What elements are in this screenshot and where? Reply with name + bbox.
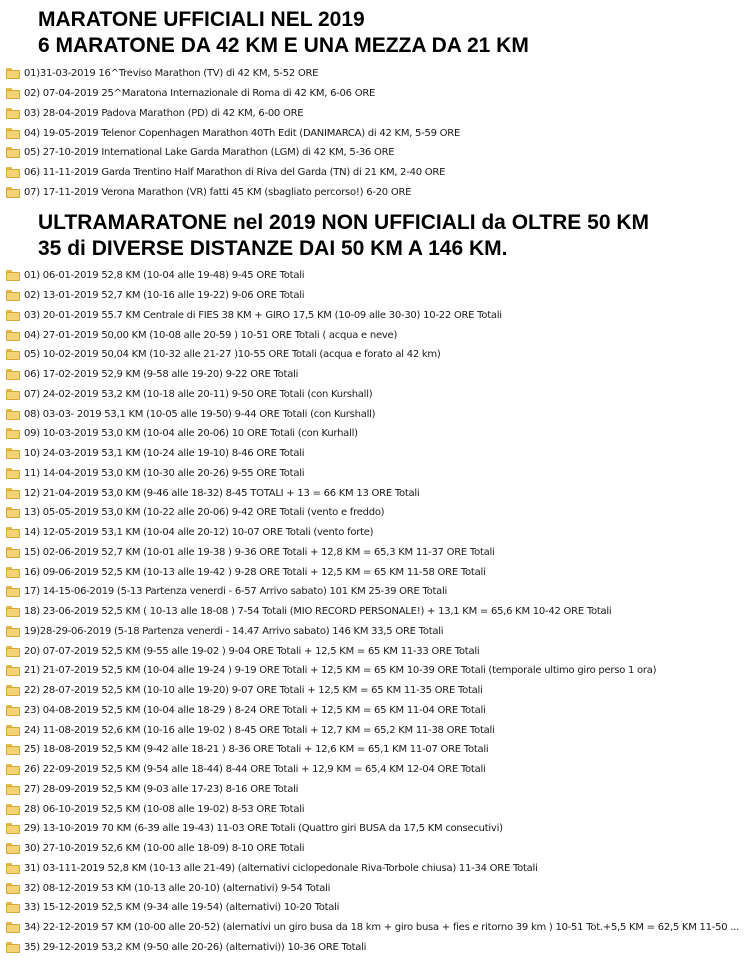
folder-label: 05) 10-02-2019 50,04 KM (10-32 alle 21-27 )10-55 ORE Totali (acqua e forato al 42 km) [24, 349, 441, 361]
folder-icon [6, 922, 20, 933]
marathons-file-list [6, 64, 460, 202]
folder-label: 04) 19-05-2019 Telenor Copenhagen Marathon 40Th Edit (DANIMARCA) di 42 KM, 5-59 ORE [24, 127, 461, 139]
folder-icon [6, 187, 20, 198]
folder-icon [6, 409, 20, 420]
folder-icon [6, 547, 20, 558]
folder-item[interactable] [6, 582, 739, 602]
folder-item[interactable] [6, 720, 739, 740]
folder-icon [6, 764, 20, 775]
folder-item[interactable] [6, 483, 739, 503]
folder-item[interactable] [6, 918, 739, 938]
folder-label: 20) 07-07-2019 52,5 KM (9-55 alle 19-02 ) 9-04 ORE Totali + 12,5 KM = 65 KM 11-33 ORE Totali [24, 645, 480, 657]
folder-icon [6, 128, 20, 139]
folder-icon [6, 527, 20, 538]
folder-label: 18) 23-06-2019 52,5 KM ( 10-13 alle 18-08 ) 7-54 Totali (MIO RECORD PERSONALE!) + 13,1 KM = 65,6 KM 10-42 ORE Totali [24, 606, 612, 618]
folder-icon [6, 507, 20, 518]
folder-label: 02) 13-01-2019 52,7 KM (10-16 alle 19-22) 9-06 ORE Totali [24, 290, 305, 302]
folder-icon [6, 804, 20, 815]
folder-label: 17) 14-15-06-2019 (5-13 Partenza venerdi - 6-57 Arrivo sabato) 101 KM 25-39 ORE Totali [24, 586, 448, 598]
folder-icon [6, 428, 20, 439]
folder-label: 29) 13-10-2019 70 KM (6-39 alle 19-43) 11-03 ORE Totali (Quattro giri BUSA da 17,5 KM consecutivi) [24, 823, 503, 835]
folder-item[interactable] [6, 898, 739, 918]
folder-item[interactable] [6, 444, 739, 464]
folder-icon [6, 665, 20, 676]
folder-label: 13) 05-05-2019 53,0 KM (10-22 alle 20-06) 9-42 ORE Totali (vento e freddo) [24, 507, 385, 519]
ultras-file-list [6, 266, 739, 957]
folder-item[interactable] [6, 602, 739, 622]
folder-icon [6, 369, 20, 380]
folder-item[interactable] [6, 404, 739, 424]
folder-icon [6, 68, 20, 79]
folder-label: 35) 29-12-2019 53,2 KM (9-50 alle 20-26) (alternativi)) 10-36 ORE Totali [24, 941, 367, 953]
folder-item[interactable] [6, 523, 739, 543]
folder-item[interactable] [6, 64, 460, 84]
folder-icon [6, 784, 20, 795]
folder-item[interactable] [6, 799, 739, 819]
folder-icon [6, 468, 20, 479]
folder-item[interactable] [6, 562, 739, 582]
folder-label: 10) 24-03-2019 53,1 KM (10-24 alle 19-10) 8-46 ORE Totali [24, 448, 305, 460]
folder-item[interactable] [6, 878, 739, 898]
folder-item[interactable] [6, 424, 739, 444]
folder-label: 27) 28-09-2019 52,5 KM (9-03 alle 17-23) 8-16 ORE Totali [24, 783, 299, 795]
folder-item[interactable] [6, 839, 739, 859]
folder-item[interactable] [6, 163, 460, 183]
marathons-title-line2: 6 MARATONE DA 42 KM E UNA MEZZA DA 21 KM [38, 34, 529, 57]
folder-label: 07) 24-02-2019 53,2 KM (10-18 alle 20-11) 9-50 ORE Totali (con Kurshall) [24, 388, 373, 400]
folder-item[interactable] [6, 938, 739, 958]
folder-label: 06) 11-11-2019 Garda Trentino Half Marathon di Riva del Garda (TN) di 21 KM, 2-40 ORE [24, 167, 446, 179]
folder-item[interactable] [6, 503, 739, 523]
folder-item[interactable] [6, 622, 739, 642]
folder-item[interactable] [6, 306, 739, 326]
marathons-title-line1: MARATONE UFFICIALI NEL 2019 [38, 8, 365, 31]
folder-label: 06) 17-02-2019 52,9 KM (9-58 alle 19-20) 9-22 ORE Totali [24, 369, 299, 381]
folder-item[interactable] [6, 859, 739, 879]
folder-item[interactable] [6, 661, 739, 681]
folder-label: 19)28-29-06-2019 (5-18 Partenza venerdi - 14.47 Arrivo sabato) 146 KM 33,5 ORE Totali [24, 625, 444, 637]
folder-label: 32) 08-12-2019 53 KM (10-13 alle 20-10) (alternativi) 9-54 Totali [24, 882, 331, 894]
folder-label: 08) 03-03- 2019 53,1 KM (10-05 alle 19-50) 9-44 ORE Totali (con Kurshall) [24, 408, 376, 420]
folder-label: 24) 11-08-2019 52,6 KM (10-16 alle 19-02 ) 8-45 ORE Totali + 12,7 KM = 65,2 KM 11-38 ORE Totali [24, 724, 495, 736]
folder-icon [6, 883, 20, 894]
folder-label: 03) 20-01-2019 55.7 KM Centrale di FIES 38 KM + GIRO 17,5 KM (10-09 alle 30-30) 10-22 ORE Totali [24, 309, 502, 321]
ultras-title-line1: ULTRAMARATONE nel 2019 NON UFFICIALI da OLTRE 50 KM [38, 211, 649, 234]
folder-label: 11) 14-04-2019 53,0 KM (10-30 alle 20-26) 9-55 ORE Totali [24, 467, 305, 479]
folder-label: 34) 22-12-2019 57 KM (10-00 alle 20-52) (alernativi un giro busa da 18 km + giro busa + fies e ritorno 39 km ) 10-51 Tot.+5,5 KM = 62,5 KM 11-50 ... [24, 922, 740, 934]
folder-icon [6, 705, 20, 716]
folder-icon [6, 646, 20, 657]
folder-item[interactable] [6, 641, 739, 661]
folder-item[interactable] [6, 464, 739, 484]
folder-icon [6, 902, 20, 913]
folder-item[interactable] [6, 104, 460, 124]
folder-item[interactable] [6, 543, 739, 563]
folder-label: 02) 07-04-2019 25^Maratona Internazionale di Roma di 42 KM, 6-06 ORE [24, 88, 376, 100]
folder-label: 33) 15-12-2019 52,5 KM (9-34 alle 19-54) (alternativi) 10-20 Totali [24, 902, 340, 914]
folder-label: 25) 18-08-2019 52,5 KM (9-42 alle 18-21 ) 8-36 ORE Totali + 12,6 KM = 65,1 KM 11-07 ORE Totali [24, 744, 489, 756]
folder-label: 22) 28-07-2019 52,5 KM (10-10 alle 19-20) 9-07 ORE Totali + 12,5 KM = 65 KM 11-35 ORE Totali [24, 685, 483, 697]
folder-item[interactable] [6, 325, 739, 345]
folder-label: 21) 21-07-2019 52,5 KM (10-04 alle 19-24 ) 9-19 ORE Totali + 12,5 KM = 65 KM 10-39 ORE Totali (temporale ultimo giro perso 1 ora) [24, 665, 657, 677]
folder-icon [6, 685, 20, 696]
folder-icon [6, 823, 20, 834]
folder-icon [6, 448, 20, 459]
folder-label: 03) 28-04-2019 Padova Marathon (PD) di 42 KM, 6-00 ORE [24, 107, 304, 119]
folder-item[interactable] [6, 84, 460, 104]
folder-item[interactable] [6, 143, 460, 163]
folder-item[interactable] [6, 385, 739, 405]
folder-icon [6, 942, 20, 953]
folder-label: 09) 10-03-2019 53,0 KM (10-04 alle 20-06) 10 ORE Totali (con Kurhall) [24, 428, 358, 440]
folder-item[interactable] [6, 266, 739, 286]
folder-label: 01)31-03-2019 16^Treviso Marathon (TV) di 42 KM, 5-52 ORE [24, 68, 319, 80]
folder-label: 30) 27-10-2019 52,6 KM (10-00 alle 18-09) 8-10 ORE Totali [24, 843, 305, 855]
folder-icon [6, 744, 20, 755]
folder-label: 16) 09-06-2019 52,5 KM (10-13 alle 19-42 ) 9-28 ORE Totali + 12,5 KM = 65 KM 11-58 ORE Totali [24, 566, 486, 578]
folder-icon [6, 88, 20, 99]
folder-icon [6, 843, 20, 854]
folder-item[interactable] [6, 365, 739, 385]
folder-item[interactable] [6, 760, 739, 780]
folder-item[interactable] [6, 740, 739, 760]
folder-label: 23) 04-08-2019 52,5 KM (10-04 alle 18-29 ) 8-24 ORE Totali + 12,5 KM = 65 KM 11-04 ORE Totali [24, 704, 486, 716]
folder-icon [6, 147, 20, 158]
folder-item[interactable] [6, 819, 739, 839]
folder-icon [6, 310, 20, 321]
folder-icon [6, 290, 20, 301]
folder-label: 04) 27-01-2019 50,00 KM (10-08 alle 20-59 ) 10-51 ORE Totali ( acqua e neve) [24, 329, 398, 341]
folder-icon [6, 330, 20, 341]
folder-label: 01) 06-01-2019 52,8 KM (10-04 alle 19-48) 9-45 ORE Totali [24, 270, 305, 282]
folder-icon [6, 586, 20, 597]
folder-label: 15) 02-06-2019 52,7 KM (10-01 alle 19-38 ) 9-36 ORE Totali + 12,8 KM = 65,3 KM 11-37 ORE Totali [24, 546, 495, 558]
folder-icon [6, 567, 20, 578]
folder-label: 28) 06-10-2019 52,5 KM (10-08 alle 19-02) 8-53 ORE Totali [24, 803, 305, 815]
folder-icon [6, 863, 20, 874]
folder-item[interactable] [6, 183, 460, 203]
folder-icon [6, 725, 20, 736]
folder-label: 07) 17-11-2019 Verona Marathon (VR) fatti 45 KM (sbagliato percorso!) 6-20 ORE [24, 186, 412, 198]
folder-icon [6, 349, 20, 360]
folder-icon [6, 270, 20, 281]
folder-item[interactable] [6, 123, 460, 143]
folder-icon [6, 606, 20, 617]
folder-label: 31) 03-111-2019 52,8 KM (10-13 alle 21-49) (alternativi ciclopedonale Riva-Torbole chiusa) 11-34 ORE Totali [24, 862, 538, 874]
folder-icon [6, 389, 20, 400]
ultras-title-line2: 35 di DIVERSE DISTANZE DAI 50 KM A 146 KM. [38, 237, 508, 260]
folder-icon [6, 488, 20, 499]
folder-label: 26) 22-09-2019 52,5 KM (9-54 alle 18-44) 8-44 ORE Totali + 12,9 KM = 65,4 KM 12-04 ORE Totali [24, 764, 486, 776]
folder-icon [6, 626, 20, 637]
folder-icon [6, 108, 20, 119]
folder-label: 12) 21-04-2019 53,0 KM (9-46 alle 18-32) 8-45 TOTALI + 13 = 66 KM 13 ORE Totali [24, 487, 420, 499]
folder-item[interactable] [6, 345, 739, 365]
folder-label: 05) 27-10-2019 International Lake Garda Marathon (LGM) di 42 KM, 5-36 ORE [24, 147, 395, 159]
folder-item[interactable] [6, 780, 739, 800]
folder-item[interactable] [6, 701, 739, 721]
folder-icon [6, 167, 20, 178]
folder-label: 14) 12-05-2019 53,1 KM (10-04 alle 20-12) 10-07 ORE Totali (vento forte) [24, 527, 374, 539]
folder-item[interactable] [6, 286, 739, 306]
folder-item[interactable] [6, 681, 739, 701]
